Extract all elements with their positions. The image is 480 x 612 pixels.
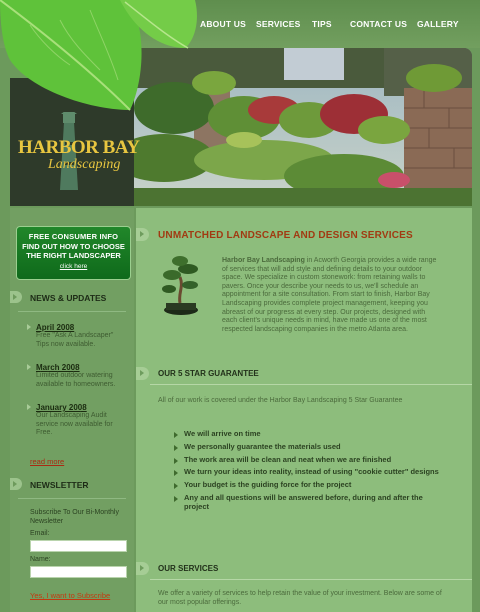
promo-click-here-link[interactable]: click here [59, 263, 88, 270]
news-heading: NEWS & UPDATES [30, 293, 107, 303]
email-field[interactable] [30, 540, 127, 552]
promo-title: FREE CONSUMER INFO [28, 232, 119, 241]
promo-text: FIND OUT HOW TO CHOOSE THE RIGHT LANDSCAPER [22, 242, 125, 260]
arrow-icon [174, 470, 178, 476]
arrow-icon [27, 364, 31, 370]
news-date-link[interactable]: April 2008 [36, 323, 75, 332]
news-divider [18, 311, 126, 312]
guarantee-item: Any and all questions will be answered before, during and after the project [174, 494, 444, 512]
news-text: Free "Ask A Landscaper" Tips now available. [36, 332, 114, 348]
section-bullet-icon [136, 367, 149, 380]
guarantee-intro: All of our work is covered under the Harbor Bay Landscaping 5 Star Guarantee [158, 397, 403, 404]
logo-line1: HARBOR BAY [18, 137, 140, 158]
nav-about-us[interactable]: ABOUT US [200, 19, 246, 29]
guarantee-item: Your budget is the guiding force for the project [174, 481, 444, 490]
services-intro: We offer a variety of services to help retain the value of your investment. Below are some of our most popular offerings. [158, 590, 442, 606]
nav-services[interactable]: SERVICES [256, 19, 301, 29]
newsletter-heading: NEWSLETTER [30, 480, 89, 490]
arrow-icon [174, 483, 178, 489]
news-text: Our Landscaping Audit service now available for Free. [36, 412, 113, 436]
arrow-icon [27, 404, 31, 410]
main-heading: UNMATCHED LANDSCAPE AND DESIGN SERVICES [158, 230, 413, 241]
company-name: Harbor Bay Landscaping [222, 257, 305, 264]
news-item [36, 323, 120, 349]
leaf-decoration [0, 0, 210, 125]
news-text: Limited outdoor watering available to homeowners. [36, 372, 116, 388]
nav-tips[interactable]: TIPS [312, 19, 332, 29]
newsletter-description: Subscribe To Our Bi-Monthly Newsletter [30, 509, 119, 525]
intro-text: in Acworth Georgia provides a wide range of services that will add style and defining details to your outdoor space. We specialize in custom stonework: from retaining walls to pavers. Once your describe your needs to us, we'll schedule an appointment for a site consultation. From start to finish, Harbor Bay Landscaping provides complete project management, keeping you abreast of our progress at every step. Our projects, designed with each client's unique needs in mind, have made us one of the most respected landscaping companies in the metro Atlanta area. [222, 257, 437, 333]
bonsai-image [160, 255, 202, 322]
main-nav [200, 19, 457, 29]
news-item [36, 403, 120, 438]
guarantee-item: We turn your ideas into reality, instead of using "cookie cutter" designs [174, 468, 444, 477]
harbor-bay-logo[interactable] [18, 137, 140, 173]
newsletter-divider [18, 498, 126, 499]
guarantee-list [174, 430, 444, 512]
guarantee-heading: OUR 5 STAR GUARANTEE [158, 369, 259, 378]
name-field[interactable] [30, 566, 127, 578]
section-bullet-icon [136, 228, 149, 241]
arrow-icon [174, 458, 178, 464]
logo-line2: Landscaping [48, 157, 121, 172]
guarantee-item: We personally guarantee the materials used [174, 443, 444, 452]
arrow-icon [174, 496, 178, 502]
arrow-icon [27, 324, 31, 330]
free-consumer-info-promo[interactable] [16, 226, 131, 280]
guarantee-item: We will arrive on time [174, 430, 444, 439]
news-item [36, 363, 120, 389]
section-divider [150, 384, 472, 385]
newsletter-bullet-icon [10, 478, 22, 490]
name-label: Name: [30, 556, 51, 563]
news-date-link[interactable]: January 2008 [36, 403, 87, 412]
arrow-icon [174, 432, 178, 438]
nav-gallery[interactable]: GALLERY [417, 19, 459, 29]
services-heading: OUR SERVICES [158, 564, 219, 573]
read-more-link[interactable]: read more [30, 457, 65, 466]
guarantee-item: The work area will be clean and neat when we are finished [174, 456, 444, 465]
news-bullet-icon [10, 291, 22, 303]
section-divider [150, 579, 472, 580]
intro-paragraph [222, 257, 438, 334]
nav-contact-us[interactable]: CONTACT US [350, 19, 408, 29]
section-bullet-icon [136, 562, 149, 575]
news-date-link[interactable]: March 2008 [36, 363, 80, 372]
email-label: Email: [30, 530, 50, 537]
arrow-icon [174, 445, 178, 451]
subscribe-link[interactable]: Yes, I want to Subscribe [30, 591, 111, 600]
